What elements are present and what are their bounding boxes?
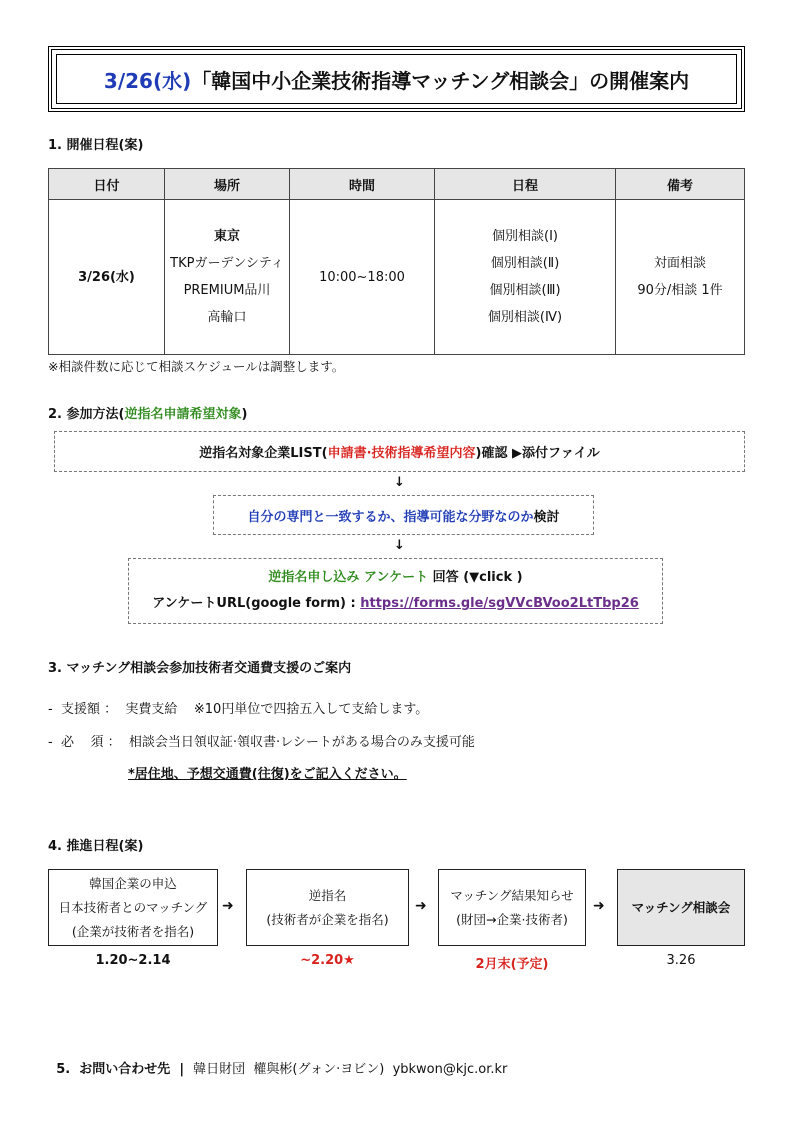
contact-line bbox=[48, 1043, 507, 1077]
schedule-item: 個別相談(Ⅱ) bbox=[490, 256, 560, 271]
process-step-line: 逆指名 bbox=[308, 887, 347, 903]
section3-heading: 3. マッチング相談会参加技術者交通費支援のご案内 bbox=[48, 661, 352, 676]
th-remarks: 備考 bbox=[616, 169, 745, 200]
place-line: 高輪口 bbox=[207, 310, 247, 325]
cell-place bbox=[165, 200, 290, 355]
step3-post: 回答 (▼click ) bbox=[428, 570, 523, 585]
section5-heading: 5. お問い合わせ先 | bbox=[56, 1062, 194, 1077]
process-step-line: (企業が技術者を指名) bbox=[71, 923, 195, 939]
process-date-2: ~2.20★ bbox=[300, 953, 355, 968]
step2-highlight: 自分の専門と一致するか、指導可能な分野なのか bbox=[247, 509, 534, 525]
process-step-line: マッチング相談会 bbox=[631, 899, 731, 915]
right-arrow-icon: ➜ bbox=[222, 898, 234, 914]
process-date-1: 1.20~2.14 bbox=[95, 953, 171, 968]
section2-heading bbox=[48, 403, 247, 422]
process-step-line: (技術者が企業を指名) bbox=[266, 911, 389, 927]
remarks-line: 90分/相談 1件 bbox=[637, 283, 723, 298]
section4-heading: 4. 推進日程(案) bbox=[48, 839, 144, 854]
down-arrow-icon: ↓ bbox=[394, 475, 405, 490]
right-arrow-icon: ➜ bbox=[415, 898, 427, 914]
title-date: 3/26(水) bbox=[103, 68, 192, 93]
right-arrow-icon: ➜ bbox=[593, 898, 605, 914]
step1-highlight: 申請書·技術指導希望内容 bbox=[327, 446, 476, 461]
title-main: 「韓国中小企業技術指導マッチング相談会」の開催案内 bbox=[191, 68, 690, 93]
cell-remarks bbox=[616, 200, 745, 355]
step-list-check bbox=[54, 431, 745, 472]
cell-time: 10:00~18:00 bbox=[290, 200, 435, 355]
process-step-1 bbox=[48, 869, 218, 946]
survey-url-label: アンケートURL(google form) : bbox=[152, 596, 361, 611]
process-step-line: 韓国企業の申込 bbox=[89, 875, 177, 891]
place-line: TKPガーデンシティ bbox=[170, 256, 284, 271]
step-survey bbox=[128, 558, 663, 624]
step3-highlight: 逆指名申し込み アンケート bbox=[268, 570, 429, 585]
section2-heading-suffix: ) bbox=[241, 407, 248, 422]
process-date-3: 2月末(予定) bbox=[475, 957, 549, 972]
support-amount-line: - 支援額 ： 実費支給 ※10円単位で四捨五入して支給します。 bbox=[48, 702, 429, 717]
process-step-2 bbox=[246, 869, 409, 946]
contact-info: 韓日財団 權與彬(グォン·ヨビン) ybkwon@kjc.or.kr bbox=[193, 1062, 508, 1077]
page-title bbox=[48, 46, 745, 112]
place-line: PREMIUM品川 bbox=[183, 283, 271, 298]
process-step-4 bbox=[617, 869, 745, 946]
process-step-3 bbox=[438, 869, 586, 946]
cell-schedule bbox=[435, 200, 616, 355]
survey-url-link[interactable]: https://forms.gle/sgVVcBVoo2LtTbp26 bbox=[360, 596, 639, 611]
step3-line1 bbox=[268, 565, 522, 591]
process-date-4: 3.26 bbox=[666, 953, 696, 968]
process-step-line: マッチング結果知らせ bbox=[450, 887, 574, 903]
section1-heading: 1. 開催日程(案) bbox=[48, 138, 144, 153]
step3-line2 bbox=[152, 591, 639, 617]
section2-heading-prefix: 2. 参加方法( bbox=[48, 407, 125, 422]
th-time: 時間 bbox=[290, 169, 435, 200]
step1-post: )確認 ▶添付ファイル bbox=[475, 446, 600, 461]
step1-pre: 逆指名対象企業LIST( bbox=[199, 446, 328, 461]
schedule-item: 個別相談(Ⅳ) bbox=[487, 310, 563, 325]
step2-post: 検討 bbox=[533, 509, 560, 525]
process-step-line: 日本技術者とのマッチング bbox=[58, 899, 208, 915]
th-date: 日付 bbox=[49, 169, 165, 200]
down-arrow-icon: ↓ bbox=[394, 538, 405, 553]
th-place: 場所 bbox=[165, 169, 290, 200]
remarks-line: 対面相談 bbox=[653, 256, 706, 271]
schedule-table bbox=[48, 168, 745, 355]
support-requirement-line: - 必 須 ： 相談会当日領収証·領収書·レシートがある場合のみ支援可能 bbox=[48, 735, 475, 750]
support-instruction-line: *居住地、予想交通費(往復)をご記入ください。 bbox=[128, 767, 407, 782]
th-schedule: 日程 bbox=[435, 169, 616, 200]
process-step-line: (財団→企業·技術者) bbox=[456, 911, 568, 927]
schedule-item: 個別相談(Ⅰ) bbox=[492, 229, 558, 244]
cell-date: 3/26(水) bbox=[49, 200, 165, 355]
place-city: 東京 bbox=[213, 229, 240, 244]
section2-heading-highlight: 逆指名申請希望対象 bbox=[124, 407, 242, 422]
schedule-note: ※相談件数に応じて相談スケジュールは調整します。 bbox=[48, 359, 345, 374]
schedule-item: 個別相談(Ⅲ) bbox=[489, 283, 561, 298]
step-review bbox=[213, 495, 594, 535]
